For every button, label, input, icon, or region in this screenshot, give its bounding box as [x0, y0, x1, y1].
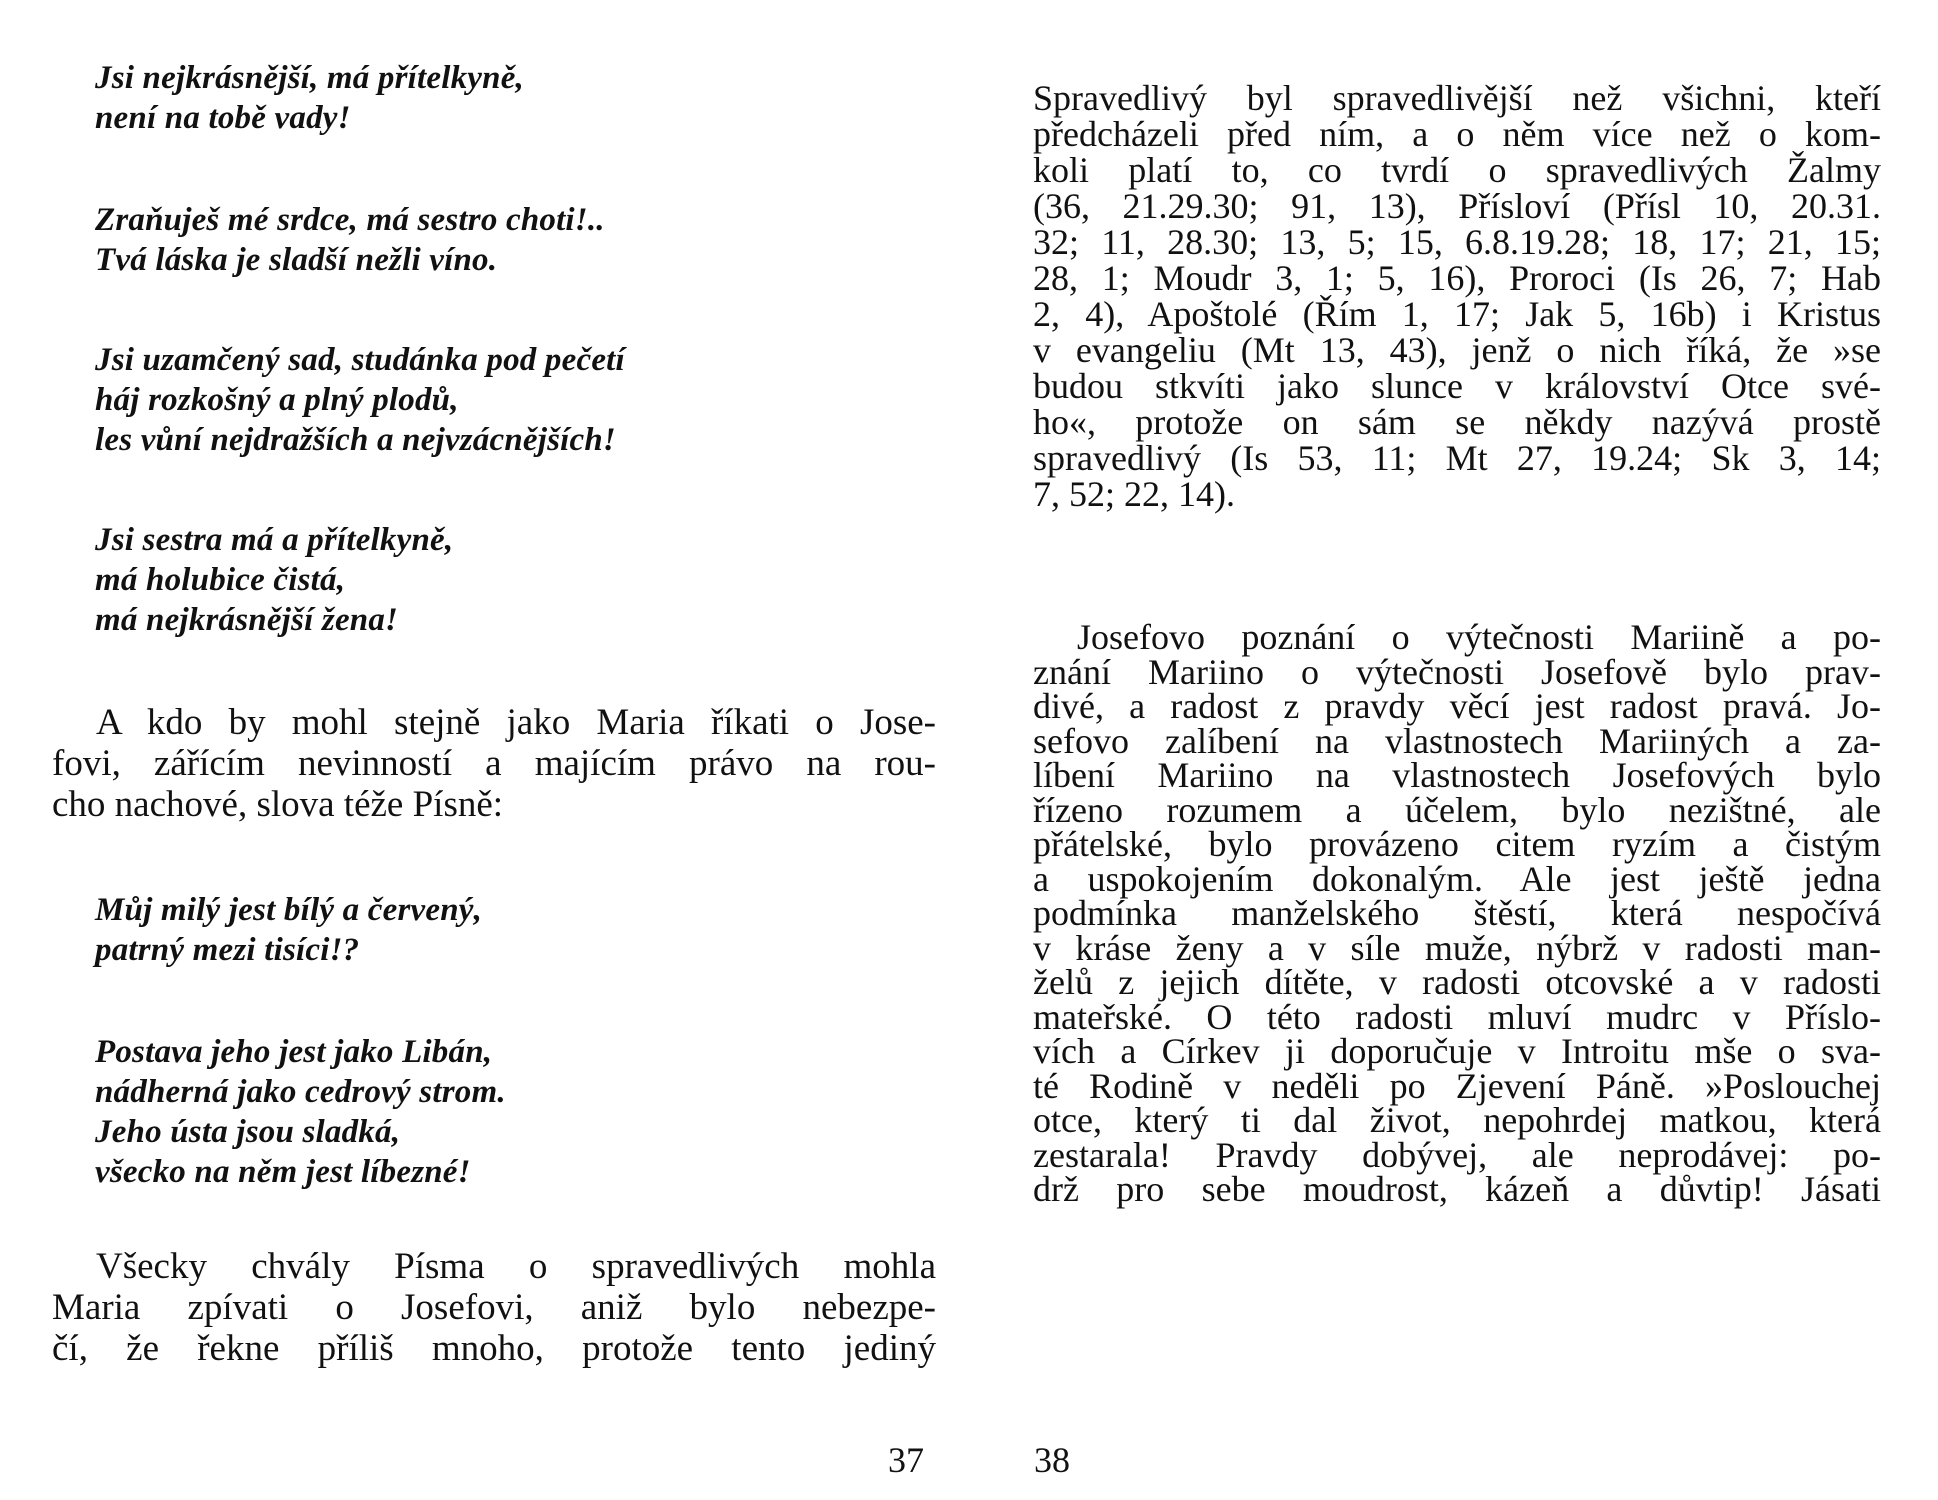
text-line: drž pro sebe moudrost, kázeň a důvtip! Jásati	[1033, 1169, 1881, 1209]
verse-line: les vůní nejdražších a nejvzácnějších!	[95, 422, 616, 458]
verse-line: není na tobě vady!	[95, 100, 351, 136]
page-number: 37	[888, 1440, 924, 1480]
text-line: té Rodině v neděli po Zjevení Páně. »Poslouchej	[1033, 1065, 1881, 1106]
verse-line: patrný mezi tisíci!?	[95, 932, 360, 968]
verse-stanza	[95, 890, 482, 970]
text-line: cho nachové, slova téže Písně:	[52, 784, 504, 825]
text-line: 32; 11, 28.30; 13, 5; 15, 6.8.19.28; 18, 17; 21, 15;	[1033, 222, 1881, 262]
text-line: předcházeli před ním, a o něm více než o kom-	[1033, 114, 1881, 154]
verse-line: Jsi nejkrásnější, má přítelkyně,	[95, 60, 525, 96]
text-line: mateřské. O této radosti mluví mudrc v Příslo-	[1033, 996, 1881, 1037]
text-line: v evangeliu (Mt 13, 43), jenž o nich říká, že »se	[1033, 330, 1881, 370]
verse-stanza	[95, 58, 524, 138]
text-line: zestarala! Pravdy dobývej, ale neprodávej: po-	[1033, 1134, 1881, 1175]
text-line: 28, 1; Moudr 3, 1; 5, 16), Proroci (Is 26, 7; Hab	[1033, 258, 1881, 298]
verse-line: Můj milý jest bílý a červený,	[95, 892, 483, 928]
text-line: Všecky chvály Písma o spravedlivých mohla	[96, 1246, 936, 1287]
text-line: divé, a radost z pravdy věcí jest radost pravá. Jo-	[1033, 686, 1881, 726]
body-paragraph	[52, 702, 936, 825]
text-line: 2, 4), Apoštolé (Řím 1, 17; Jak 5, 16b) i Kristus	[1033, 294, 1881, 334]
verse-line: háj rozkošný a plný plodů,	[95, 382, 459, 418]
text-line: řízeno rozumem a účelem, bylo nezištné, ale	[1033, 789, 1881, 830]
text-line: spravedlivý (Is 53, 11; Mt 27, 19.24; Sk 3, 14;	[1033, 438, 1881, 478]
page-number: 38	[1034, 1440, 1070, 1480]
verse-line: má holubice čistá,	[95, 562, 346, 598]
verse-line: má nejkrásnější žena!	[95, 602, 399, 638]
text-line: vích a Církev ji doporučuje v Introitu mše o sva-	[1033, 1031, 1881, 1071]
verse-line: Jsi uzamčený sad, studánka pod pečetí	[95, 342, 625, 378]
verse-stanza	[95, 200, 605, 280]
right-page	[969, 0, 1938, 1500]
text-line: koli platí to, co tvrdí o spravedlivých Žalmy	[1033, 150, 1881, 190]
text-line: želů z jejich dítěte, v radosti otcovské a v radosti	[1033, 962, 1881, 1002]
body-paragraph	[52, 1246, 936, 1369]
verse-line: Zraňuješ mé srdce, má sestro choti!..	[95, 202, 605, 238]
text-line: otce, který ti dal život, nepohrdej matkou, která	[1033, 1100, 1881, 1140]
text-line: budou stkvíti jako slunce v království Otce své-	[1033, 366, 1881, 406]
text-line: v kráse ženy a v síle muže, nýbrž v radosti man-	[1033, 927, 1881, 968]
text-line: Josefovo poznání o výtečnosti Mariině a po-	[1077, 617, 1881, 657]
text-line: přátelské, bylo provázeno citem ryzím a čistým	[1033, 824, 1881, 864]
verse-line: nádherná jako cedrový strom.	[95, 1074, 506, 1110]
text-line: čí, že řekne příliš mnoho, protože tento jediný	[52, 1328, 936, 1369]
text-line: podmínka manželského štěstí, která nespočívá	[1033, 893, 1881, 933]
text-line: (36, 21.29.30; 91, 13), Přísloví (Přísl 10, 20.31.	[1033, 186, 1881, 226]
text-line: A kdo by mohl stejně jako Maria říkati o Jose-	[96, 702, 936, 743]
text-line: a uspokojením dokonalým. Ale jest ještě jedna	[1033, 858, 1881, 899]
verse-line: Jsi sestra má a přítelkyně,	[95, 522, 454, 558]
verse-line: Jeho ústa jsou sladká,	[95, 1114, 401, 1150]
text-line: ho«, protože on sám se někdy nazývá prostě	[1033, 402, 1881, 442]
verse-stanza	[95, 520, 453, 640]
body-paragraph	[1033, 617, 1881, 1209]
text-line: Maria zpívati o Josefovi, aniž bylo nebezpe-	[52, 1287, 936, 1328]
verse-line: Tvá láska je sladší nežli víno.	[95, 242, 498, 278]
text-line: znání Mariino o výtečnosti Josefově bylo prav-	[1033, 651, 1881, 692]
body-paragraph	[1033, 80, 1881, 512]
text-line: 7, 52; 22, 14).	[1033, 474, 1235, 514]
text-line: sefovo zalíbení na vlastnostech Mariiných a za-	[1033, 720, 1881, 761]
text-line: líbení Mariino na vlastnostech Josefových bylo	[1033, 755, 1881, 795]
verse-stanza	[95, 340, 625, 460]
verse-line: všecko na něm jest líbezné!	[95, 1154, 471, 1190]
verse-stanza	[95, 1032, 506, 1192]
text-line: fovi, zářícím nevinností a majícím právo na rou-	[52, 743, 936, 784]
text-line: Spravedlivý byl spravedlivější než všichni, kteří	[1033, 78, 1881, 118]
verse-line: Postava jeho jest jako Libán,	[95, 1034, 493, 1070]
